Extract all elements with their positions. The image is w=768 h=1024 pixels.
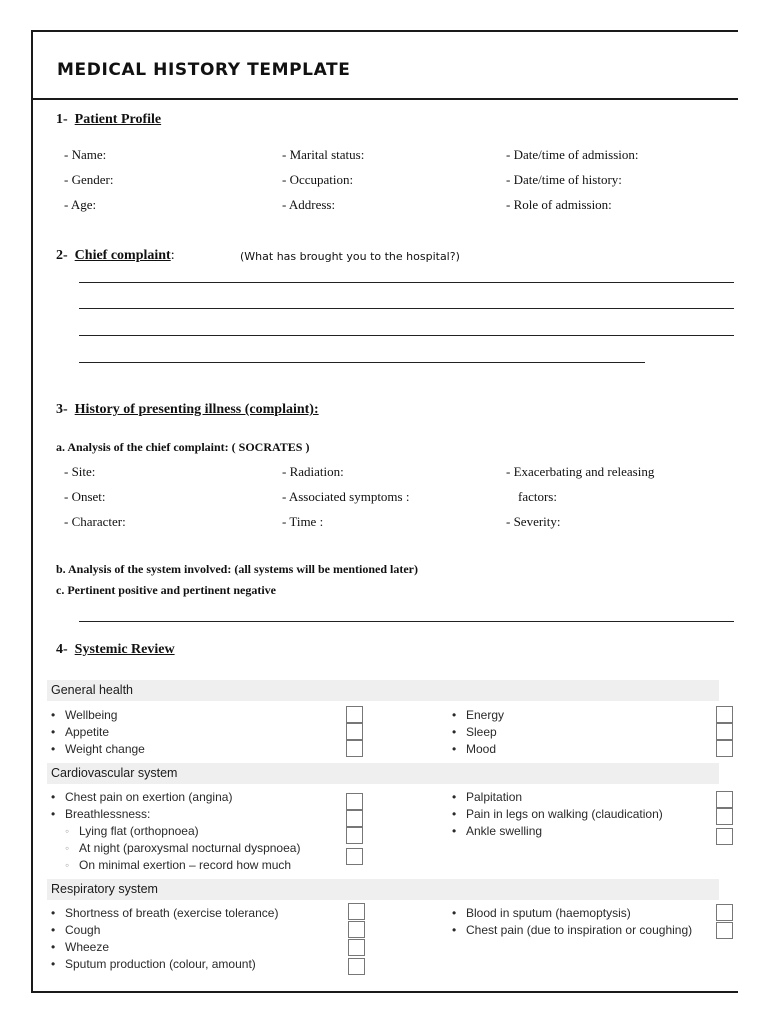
item-label: Appetite [65,725,110,739]
checklist-item-appetite [51,725,109,739]
heading-colon: : [170,248,175,263]
field-role-of-admission: - Role of admission: [506,197,612,212]
field-exacerbating-cont: factors: [518,489,557,504]
section-number: 1- [56,112,68,127]
item-label: Chest pain on exertion (angina) [65,790,233,804]
checkbox-breathlessness[interactable] [346,810,363,827]
pertinent-label: c. Pertinent positive and pertinent negative [56,583,276,597]
checkbox-shortness-of-breath[interactable] [348,903,365,920]
section-number: 2- [56,248,68,263]
bullet-icon: • [51,790,56,804]
section-number: 3- [56,402,68,417]
document-title: MEDICAL HISTORY TEMPLATE [57,60,351,80]
item-label: Sleep [466,725,497,739]
field-site: - Site: [64,464,96,479]
checkbox-wheeze[interactable] [348,939,365,956]
item-label: Mood [466,742,497,756]
checklist-item-weight-change [51,742,145,756]
checkbox-energy[interactable] [716,706,733,723]
section-title: Chief complaint [74,248,171,263]
bullet-icon: • [452,906,457,920]
checklist-item-mood [452,742,496,756]
bullet-icon: • [452,742,457,756]
checklist-item-palpitation [452,790,522,804]
checkbox-appetite[interactable] [346,723,363,740]
item-label: Lying flat (orthopnoea) [79,824,199,838]
bullet-icon: • [452,790,457,804]
bullet-icon: • [51,923,56,937]
bullet-icon: • [452,824,457,838]
item-label: On minimal exertion – record how much [79,858,292,872]
bullet-icon: • [51,957,56,971]
checkbox-angina[interactable] [346,793,363,810]
section-chief-complaint-heading [56,248,175,264]
checkbox-palpitation[interactable] [716,791,733,808]
section-title: Patient Profile [74,112,162,127]
answer-line[interactable] [79,282,734,283]
sub-bullet-icon: ◦ [65,841,70,855]
field-time: - Time : [282,514,324,529]
bullet-icon: • [51,807,56,821]
checkbox-ankle-swelling[interactable] [716,828,733,845]
item-label: Chest pain (due to inspiration or coughing) [466,923,693,937]
answer-line[interactable] [79,362,645,363]
checklist-item-angina [51,790,232,804]
item-label: Breathlessness: [65,807,151,821]
section-title: Systemic Review [74,642,175,657]
checklist-item-wellbeing [51,708,117,722]
bullet-icon: • [51,708,56,722]
checklist-item-ankle-swelling [452,824,542,838]
section-number: 4- [56,642,68,657]
item-label: Blood in sputum (haemoptysis) [466,906,631,920]
general-health-header: General health [47,680,719,701]
bullet-icon: • [51,725,56,739]
answer-line[interactable] [79,308,734,309]
system-involved-label: b. Analysis of the system involved: (all systems will be mentioned later) [56,562,418,576]
sub-bullet-icon: ◦ [65,858,70,872]
item-label: Wellbeing [65,708,118,722]
field-radiation: - Radiation: [282,464,344,479]
bullet-icon: • [452,708,457,722]
answer-line[interactable] [79,335,734,336]
bullet-icon: • [51,742,56,756]
respiratory-header: Respiratory system [47,879,719,900]
checklist-subitem-minimal-exertion [65,858,291,872]
item-label: Ankle swelling [466,824,543,838]
checklist-item-haemoptysis [452,906,631,920]
title-divider [33,98,738,100]
checklist-subitem-pnd [65,841,300,855]
item-label: Energy [466,708,505,722]
checkbox-sleep[interactable] [716,723,733,740]
checklist-item-sleep [452,725,497,739]
bullet-icon: • [51,940,56,954]
section-presenting-illness-heading [56,402,319,418]
checklist-item-cough [51,923,100,937]
checkbox-cough[interactable] [348,921,365,938]
field-occupation: - Occupation: [282,172,354,187]
field-address: - Address: [282,197,336,212]
answer-line[interactable] [79,621,734,622]
field-associated-symptoms: - Associated symptoms : [282,489,410,504]
checklist-item-energy [452,708,504,722]
item-label: Pain in legs on walking (claudication) [466,807,663,821]
checkbox-weight-change[interactable] [346,740,363,757]
bullet-icon: • [452,923,457,937]
field-character: - Character: [64,514,126,529]
checkbox-orthopnoea[interactable] [346,827,363,844]
bullet-icon: • [51,906,56,920]
item-label: Cough [65,923,101,937]
checklist-item-wheeze [51,940,109,954]
checklist-item-sputum [51,957,256,971]
bullet-icon: • [452,725,457,739]
field-exacerbating: - Exacerbating and releasing [506,464,655,479]
section-title: History of presenting illness (complaint): [74,402,319,417]
field-admission-datetime: - Date/time of admission: [506,147,639,162]
item-label: Palpitation [466,790,523,804]
checklist-item-breathlessness [51,807,150,821]
item-label: Sputum production (colour, amount) [65,957,256,971]
item-label: Shortness of breath (exercise tolerance) [65,906,279,920]
item-label: Weight change [65,742,145,756]
field-history-datetime: - Date/time of history: [506,172,622,187]
field-severity: - Severity: [506,514,561,529]
bullet-icon: • [452,807,457,821]
socrates-label: a. Analysis of the chief complaint: ( SOCRATES ) [56,440,310,454]
checkbox-mood[interactable] [716,740,733,757]
field-marital-status: - Marital status: [282,147,365,162]
checklist-subitem-orthopnoea [65,824,199,838]
checklist-item-pleuritic-chest-pain [452,923,692,937]
field-name: - Name: [64,147,107,162]
field-gender: - Gender: [64,172,114,187]
checkbox-claudication[interactable] [716,808,733,825]
field-onset: - Onset: [64,489,106,504]
checkbox-haemoptysis[interactable] [716,904,733,921]
cardiovascular-header: Cardiovascular system [47,763,719,784]
checkbox-sputum[interactable] [348,958,365,975]
checkbox-pleuritic-chest-pain[interactable] [716,922,733,939]
section-systemic-review-heading [56,642,175,658]
checklist-item-shortness-of-breath [51,906,278,920]
section-patient-profile-heading [56,112,161,128]
checkbox-pnd[interactable] [346,848,363,865]
item-label: Wheeze [65,940,110,954]
sub-bullet-icon: ◦ [65,824,70,838]
checkbox-wellbeing[interactable] [346,706,363,723]
checklist-item-claudication [452,807,663,821]
field-age: - Age: [64,197,97,212]
chief-complaint-prompt: (What has brought you to the hospital?) [240,250,460,263]
item-label: At night (paroxysmal nocturnal dyspnoea) [79,841,301,855]
